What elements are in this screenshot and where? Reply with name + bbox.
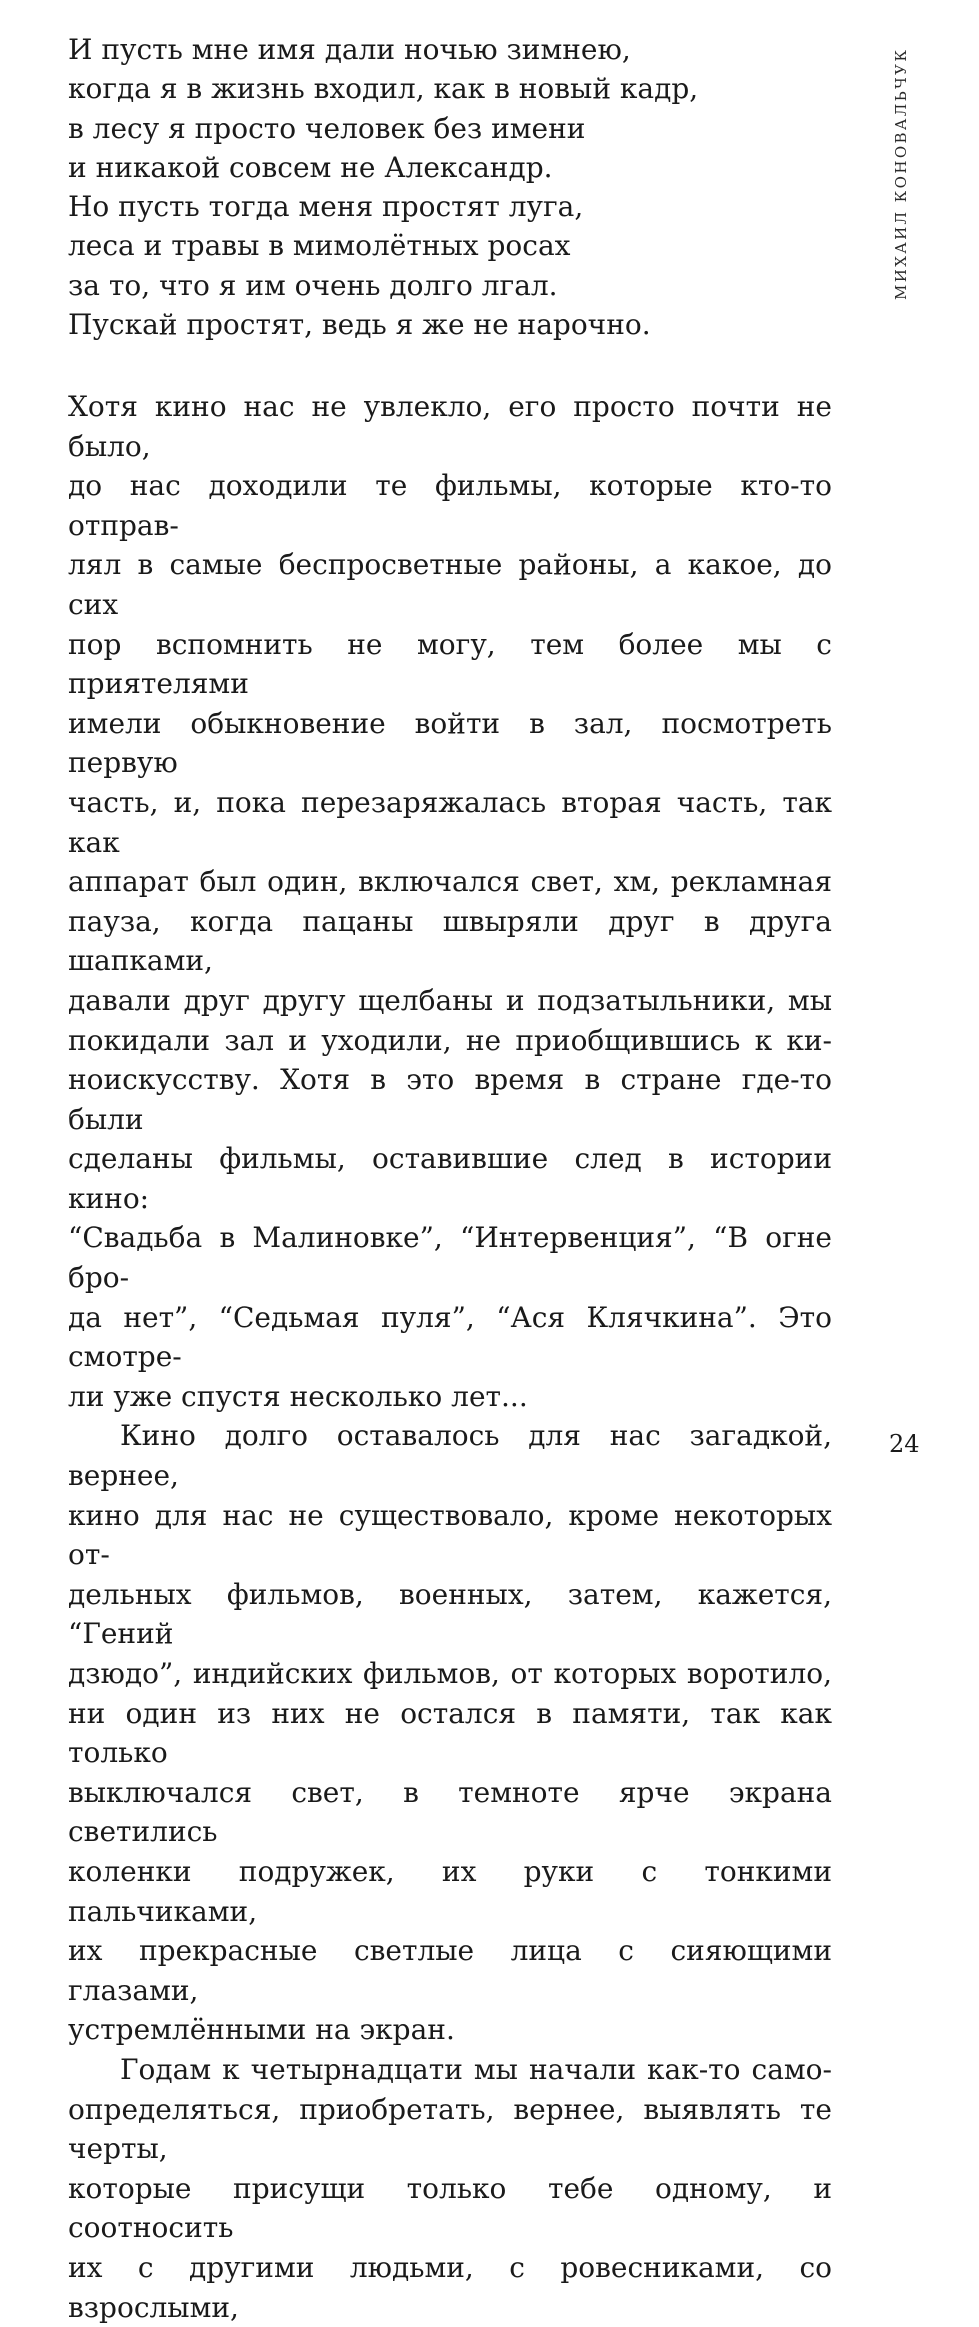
text-line: да нет”, “Седьмая пуля”, “Ася Клячкина”. Это смотре- <box>68 1300 832 1374</box>
text-line: покидали зал и уходили, не приобщившись к ки- <box>68 1023 832 1057</box>
running-head-author: МИХАИЛ КОНОВАЛЬЧУК <box>892 47 910 300</box>
text-line: Хотя кино нас не увлекло, его просто почти не было, <box>68 390 832 463</box>
page-number: 24 <box>889 1430 920 1458</box>
text-line: коленки подружек, их руки с тонкими пальчиками, <box>68 1854 832 1928</box>
text-line: пауза, когда пацаны швыряли друг в друга шапками, <box>68 904 832 978</box>
text-line: дзюдо”, индийских фильмов, от которых воротило, <box>68 1657 832 1690</box>
text-line: которые присущи только тебе одному, и соотносить <box>68 2171 832 2245</box>
poem-line: когда я в жизнь входил, как в новый кадр, <box>68 72 699 106</box>
poem-line: и никакой совсем не Александр. <box>68 150 553 184</box>
text-line: “Свадьба в Малиновке”, “Интервенция”, “В огне бро- <box>68 1221 832 1295</box>
text-line: аппарат был один, включался свет, хм, рекламная <box>68 865 832 899</box>
text-line: сделаны фильмы, оставившие след в истории кино: <box>68 1142 832 1215</box>
text-line: ли уже спустя несколько лет... <box>68 1379 528 1413</box>
poem-line: И пусть мне имя дали ночью зимнею, <box>68 33 631 66</box>
text-line: Кино долго оставалось для нас загадкой, вернее, <box>68 1419 832 1493</box>
text-line: ноискусству. Хотя в это время в стране где-то были <box>68 1063 832 1136</box>
poem-line: за то, что я им очень долго лгал. <box>68 268 558 302</box>
text-line: пор вспомнить не могу, тем более мы с приятелями <box>68 627 832 701</box>
text-line: до нас доходили те фильмы, которые кто-то отправ- <box>68 469 832 542</box>
poem-stanza <box>68 30 808 344</box>
text-line: их с другими людьми, с ровесниками, со взрослыми, <box>68 2250 832 2324</box>
text-line: часть, и, пока перезаряжалась вторая часть, так как <box>68 785 832 859</box>
poem-line: Но пусть тогда меня простят луга, <box>68 190 584 224</box>
paragraph-1 <box>68 387 832 1416</box>
text-line: давали друг другу щелбаны и подзатыльники, мы <box>68 983 832 1017</box>
poem-line: леса и травы в мимолётных росах <box>68 229 571 263</box>
poem-line: Пускай простят, ведь я же не нарочно. <box>68 308 651 342</box>
text-line: кино для нас не существовало, кроме некоторых от- <box>68 1498 832 1572</box>
text-line: устремлёнными на экран. <box>68 2013 455 2047</box>
paragraph-3 <box>68 2050 832 2327</box>
text-line: выключался свет, в темноте ярче экрана светились <box>68 1775 832 1849</box>
text-line: ни один из них не остался в памяти, так как только <box>68 1696 832 1770</box>
text-line: определяться, приобретать, вернее, выявлять те черты, <box>68 2092 832 2166</box>
text-line: Годам к четырнадцати мы начали как-то само- <box>120 2052 832 2086</box>
paragraph-2 <box>68 1416 832 2050</box>
text-line: дельных фильмов, военных, затем, кажется, “Гений <box>68 1577 832 1651</box>
text-line: их прекрасные светлые лица с сияющими глазами, <box>68 1934 832 2007</box>
prose-body <box>68 387 832 2327</box>
poem-line: в лесу я просто человек без имени <box>68 111 586 145</box>
text-line: лял в самые беспросветные районы, а какое, до сих <box>68 548 832 621</box>
text-line: имели обыкновение войти в зал, посмотреть первую <box>68 706 832 780</box>
